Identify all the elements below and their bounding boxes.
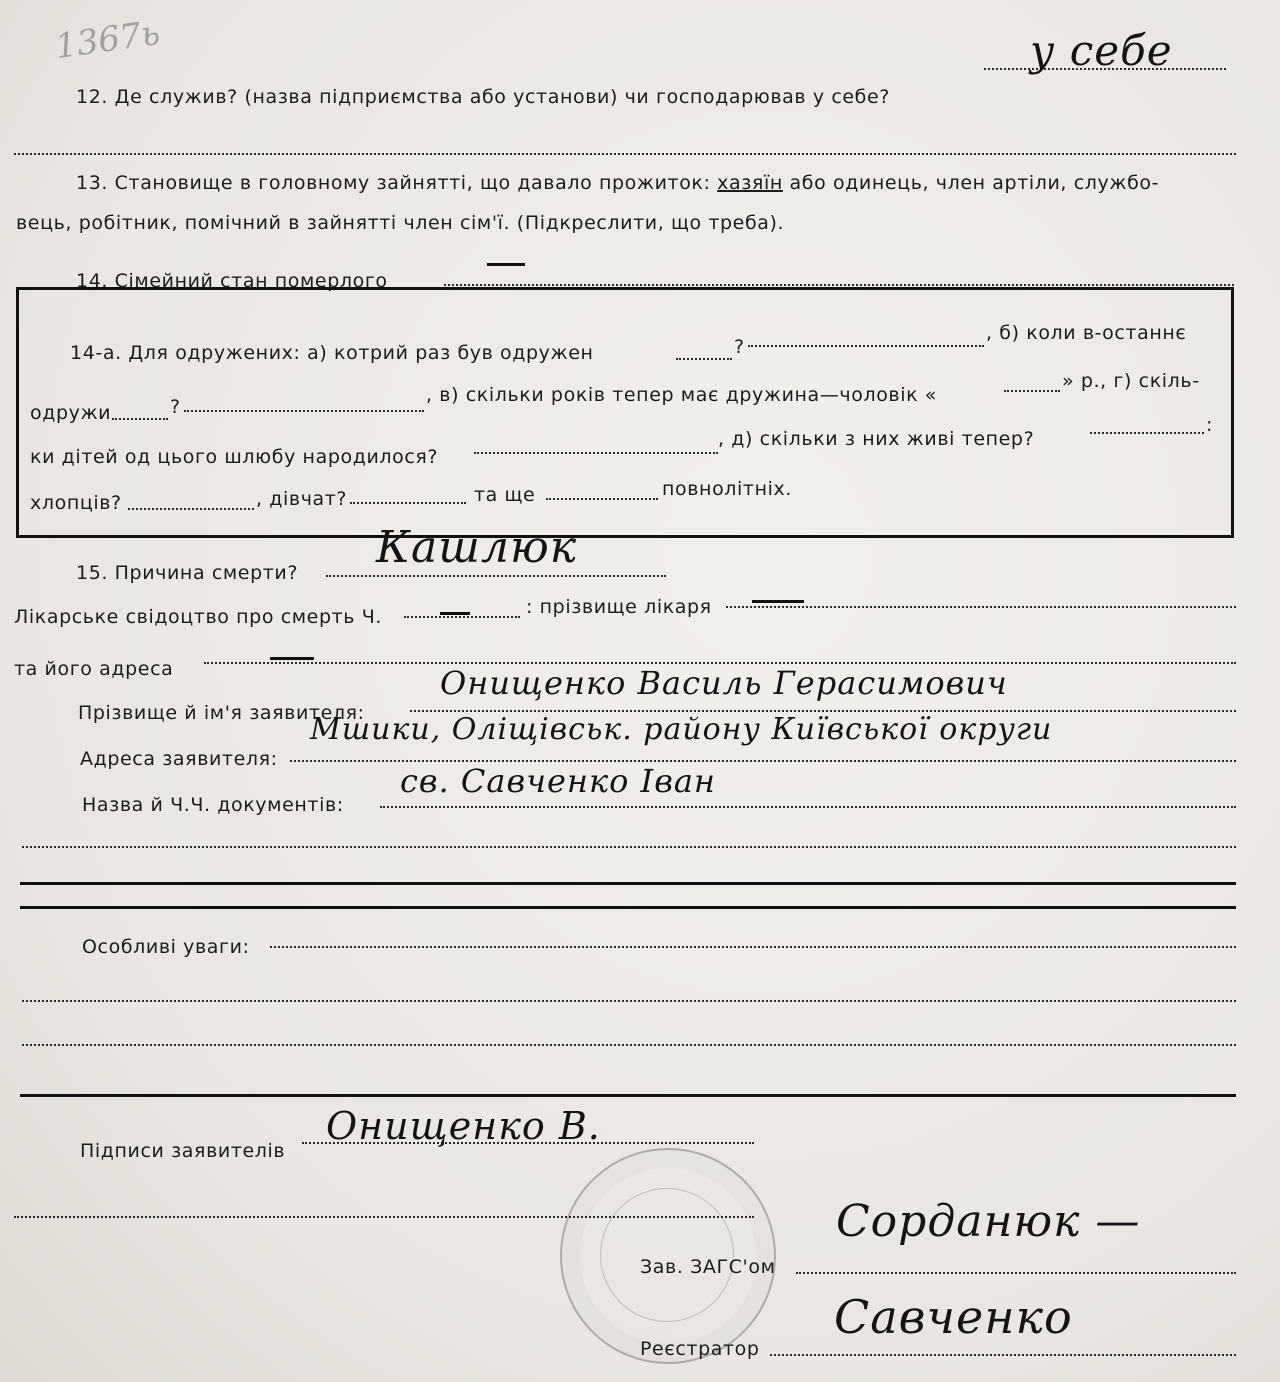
q14-label: 14. Сімейний стан померлого xyxy=(76,270,388,292)
q14a-line2-q: ? xyxy=(170,396,181,418)
applicant-name: Онищенко Василь Герасимович xyxy=(440,664,1008,702)
remarks-line-2 xyxy=(22,1000,1236,1002)
applicant-address: Мшики, Оліщівськ. району Київської округи xyxy=(310,712,1053,747)
remarks-line-1 xyxy=(270,946,1236,948)
doctor-address-dash xyxy=(270,657,314,660)
applicant-signature: Онищенко В. xyxy=(326,1104,601,1148)
q14a-line4-d: повнолітніх. xyxy=(662,478,792,500)
q13-line1-rest: або одинець, член артіли, службо- xyxy=(789,172,1160,194)
medical-cert-label: Лікарське свідоцтво про смерть Ч. xyxy=(14,606,382,628)
q15-answer: Кашлюк xyxy=(376,522,577,573)
q14a-living-line xyxy=(1090,432,1204,434)
applicant-name-label: Прізвище й ім'я заявителя: xyxy=(78,702,365,724)
q14a-line2-c: » р., г) скіль- xyxy=(1062,370,1200,392)
section-rule-3 xyxy=(20,1094,1236,1097)
q14a-line4-a: хлопців? xyxy=(30,492,122,514)
q14-answer-dash xyxy=(487,263,525,266)
doctor-dash xyxy=(752,600,804,603)
documents: св. Савченко Іван xyxy=(400,762,716,800)
q14a-times-line2 xyxy=(748,345,984,347)
q13-line1-label: 13. Становище в головному зайнятті, що давало прожиток: xyxy=(76,172,711,194)
q14a-line3-b: , д) скільки з них живі тепер? xyxy=(718,428,1035,450)
remarks-label: Особливі уваги: xyxy=(82,936,250,958)
medical-cert-number-dash xyxy=(440,612,470,615)
doctor-line xyxy=(726,606,1236,608)
q15-answer-line xyxy=(326,575,666,577)
medical-cert-number-line xyxy=(404,616,520,618)
q14a-when-line2 xyxy=(184,410,424,412)
q14a-line1 xyxy=(70,342,594,364)
q13-selected-option: хазяїн xyxy=(717,172,783,194)
doctor-label: : прізвище лікаря xyxy=(526,596,712,618)
applicant-address-label: Адреса заявителя: xyxy=(80,748,278,770)
section-rule-2 xyxy=(20,906,1236,909)
q14a-times-line xyxy=(676,358,732,360)
documents-label: Назва й Ч.Ч. документів: xyxy=(82,794,344,816)
q14a-line4-b: , дівчат? xyxy=(256,488,348,510)
q14a-girls-line xyxy=(350,502,466,504)
zags-label: Зав. ЗАГС'ом xyxy=(640,1256,776,1278)
q14a-line2-a: одружи xyxy=(30,402,112,424)
q14a-line4-c: та ще xyxy=(474,484,536,506)
q14a-line3-c: : xyxy=(1206,414,1214,436)
zags-signature-line xyxy=(796,1272,1236,1274)
registrar-signature-line xyxy=(770,1354,1236,1356)
applicant-signature-label: Підписи заявителів xyxy=(80,1140,286,1162)
zags-signature: Сорданюк — xyxy=(836,1196,1141,1247)
q12-label: 12. Де служив? (назва підприємства або установи) чи господарював у себе? xyxy=(76,86,890,108)
registrar-label: Реєстратор xyxy=(640,1338,760,1360)
q14-answer-line xyxy=(444,284,1234,286)
section-rule-1 xyxy=(20,882,1236,885)
q14a-boys-line xyxy=(128,508,254,510)
registrar-signature: Савченко xyxy=(834,1290,1073,1344)
q12-answer: у себе xyxy=(1030,26,1173,75)
q14a-line3-a: ки дітей од цього шлюбу народилося? xyxy=(30,446,439,468)
q14a-children-line xyxy=(474,452,718,454)
q13-line1 xyxy=(76,172,1159,194)
q13-line2: вець, робітник, помічний в зайнятті член сім'ї. (Підкреслити, що треба). xyxy=(16,212,785,234)
q15-label: 15. Причина смерти? xyxy=(76,562,299,584)
q14a-line1-text: 14-а. Для одружених: а) котрий раз був одружен xyxy=(70,342,594,364)
q14a-line2-b: , в) скільки років тепер має дружина—чоловік « xyxy=(426,384,938,406)
q14a-spouse-age-line xyxy=(1004,390,1060,392)
documents-line xyxy=(380,806,1236,808)
q14a-adults-line xyxy=(546,498,658,500)
q14a-line1-q: ? xyxy=(734,336,745,358)
archive-mark: 1367ь xyxy=(52,12,163,68)
extra-line-1 xyxy=(22,846,1236,848)
q12-continuation-line xyxy=(14,153,1236,155)
remarks-line-3 xyxy=(22,1044,1236,1046)
q14a-when-line xyxy=(112,418,168,420)
q14a-line1-b: , б) коли в-останнє xyxy=(986,322,1187,344)
doctor-address-label: та його адреса xyxy=(14,658,174,680)
